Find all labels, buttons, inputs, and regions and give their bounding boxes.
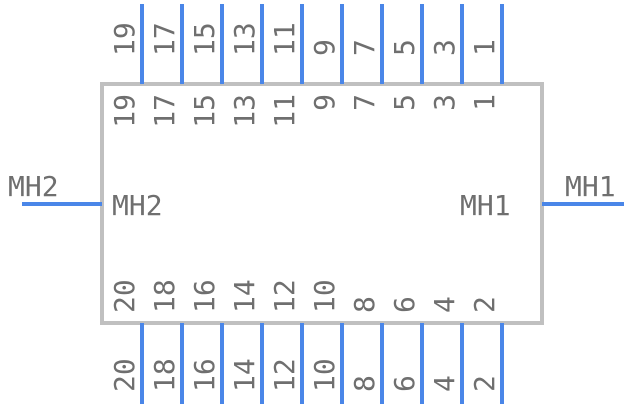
- pin-label-outer-15: 15: [188, 22, 221, 56]
- pin-label-inner-9: 9: [308, 94, 341, 111]
- pin-label-inner-20: 20: [108, 279, 141, 313]
- pin-label-outer-17: 17: [148, 22, 181, 56]
- pin-label-inner-15: 15: [188, 94, 221, 128]
- pin-label-outer-20: 20: [108, 358, 141, 392]
- pin-label-outer-11: 11: [268, 22, 301, 56]
- pin-label-mh1-outer: MH1: [565, 170, 616, 203]
- pin-label-inner-17: 17: [148, 94, 181, 128]
- pin-label-outer-9: 9: [308, 39, 341, 56]
- pin-label-inner-6: 6: [388, 296, 421, 313]
- pin-label-inner-1: 1: [468, 94, 501, 111]
- pin-label-inner-2: 2: [468, 296, 501, 313]
- pin-label-outer-14: 14: [228, 358, 261, 392]
- pin-label-inner-16: 16: [188, 279, 221, 313]
- pin-label-inner-5: 5: [388, 94, 421, 111]
- pin-label-inner-3: 3: [428, 94, 461, 111]
- pin-label-outer-1: 1: [468, 39, 501, 56]
- pin-label-outer-12: 12: [268, 358, 301, 392]
- pin-label-inner-10: 10: [308, 279, 341, 313]
- pin-label-outer-10: 10: [308, 358, 341, 392]
- pin-label-inner-18: 18: [148, 279, 181, 313]
- pin-label-inner-14: 14: [228, 279, 261, 313]
- pin-label-outer-4: 4: [428, 375, 461, 392]
- pin-label-inner-19: 19: [108, 94, 141, 128]
- pin-label-inner-8: 8: [348, 296, 381, 313]
- pin-label-outer-8: 8: [348, 375, 381, 392]
- pin-label-inner-11: 11: [268, 94, 301, 128]
- pin-label-inner-12: 12: [268, 279, 301, 313]
- pin-label-outer-3: 3: [428, 39, 461, 56]
- pin-label-outer-13: 13: [228, 22, 261, 56]
- pin-label-mh2-inner: MH2: [112, 189, 163, 222]
- pin-label-inner-4: 4: [428, 296, 461, 313]
- pin-label-mh2-outer: MH2: [8, 170, 59, 203]
- pin-label-mh1-inner: MH1: [460, 189, 511, 222]
- pin-label-outer-16: 16: [188, 358, 221, 392]
- pin-label-inner-7: 7: [348, 94, 381, 111]
- pin-label-outer-6: 6: [388, 375, 421, 392]
- pin-label-outer-19: 19: [108, 22, 141, 56]
- pin-label-inner-13: 13: [228, 94, 261, 128]
- pin-label-outer-18: 18: [148, 358, 181, 392]
- pin-label-outer-2: 2: [468, 375, 501, 392]
- pin-label-outer-7: 7: [348, 39, 381, 56]
- pin-label-outer-5: 5: [388, 39, 421, 56]
